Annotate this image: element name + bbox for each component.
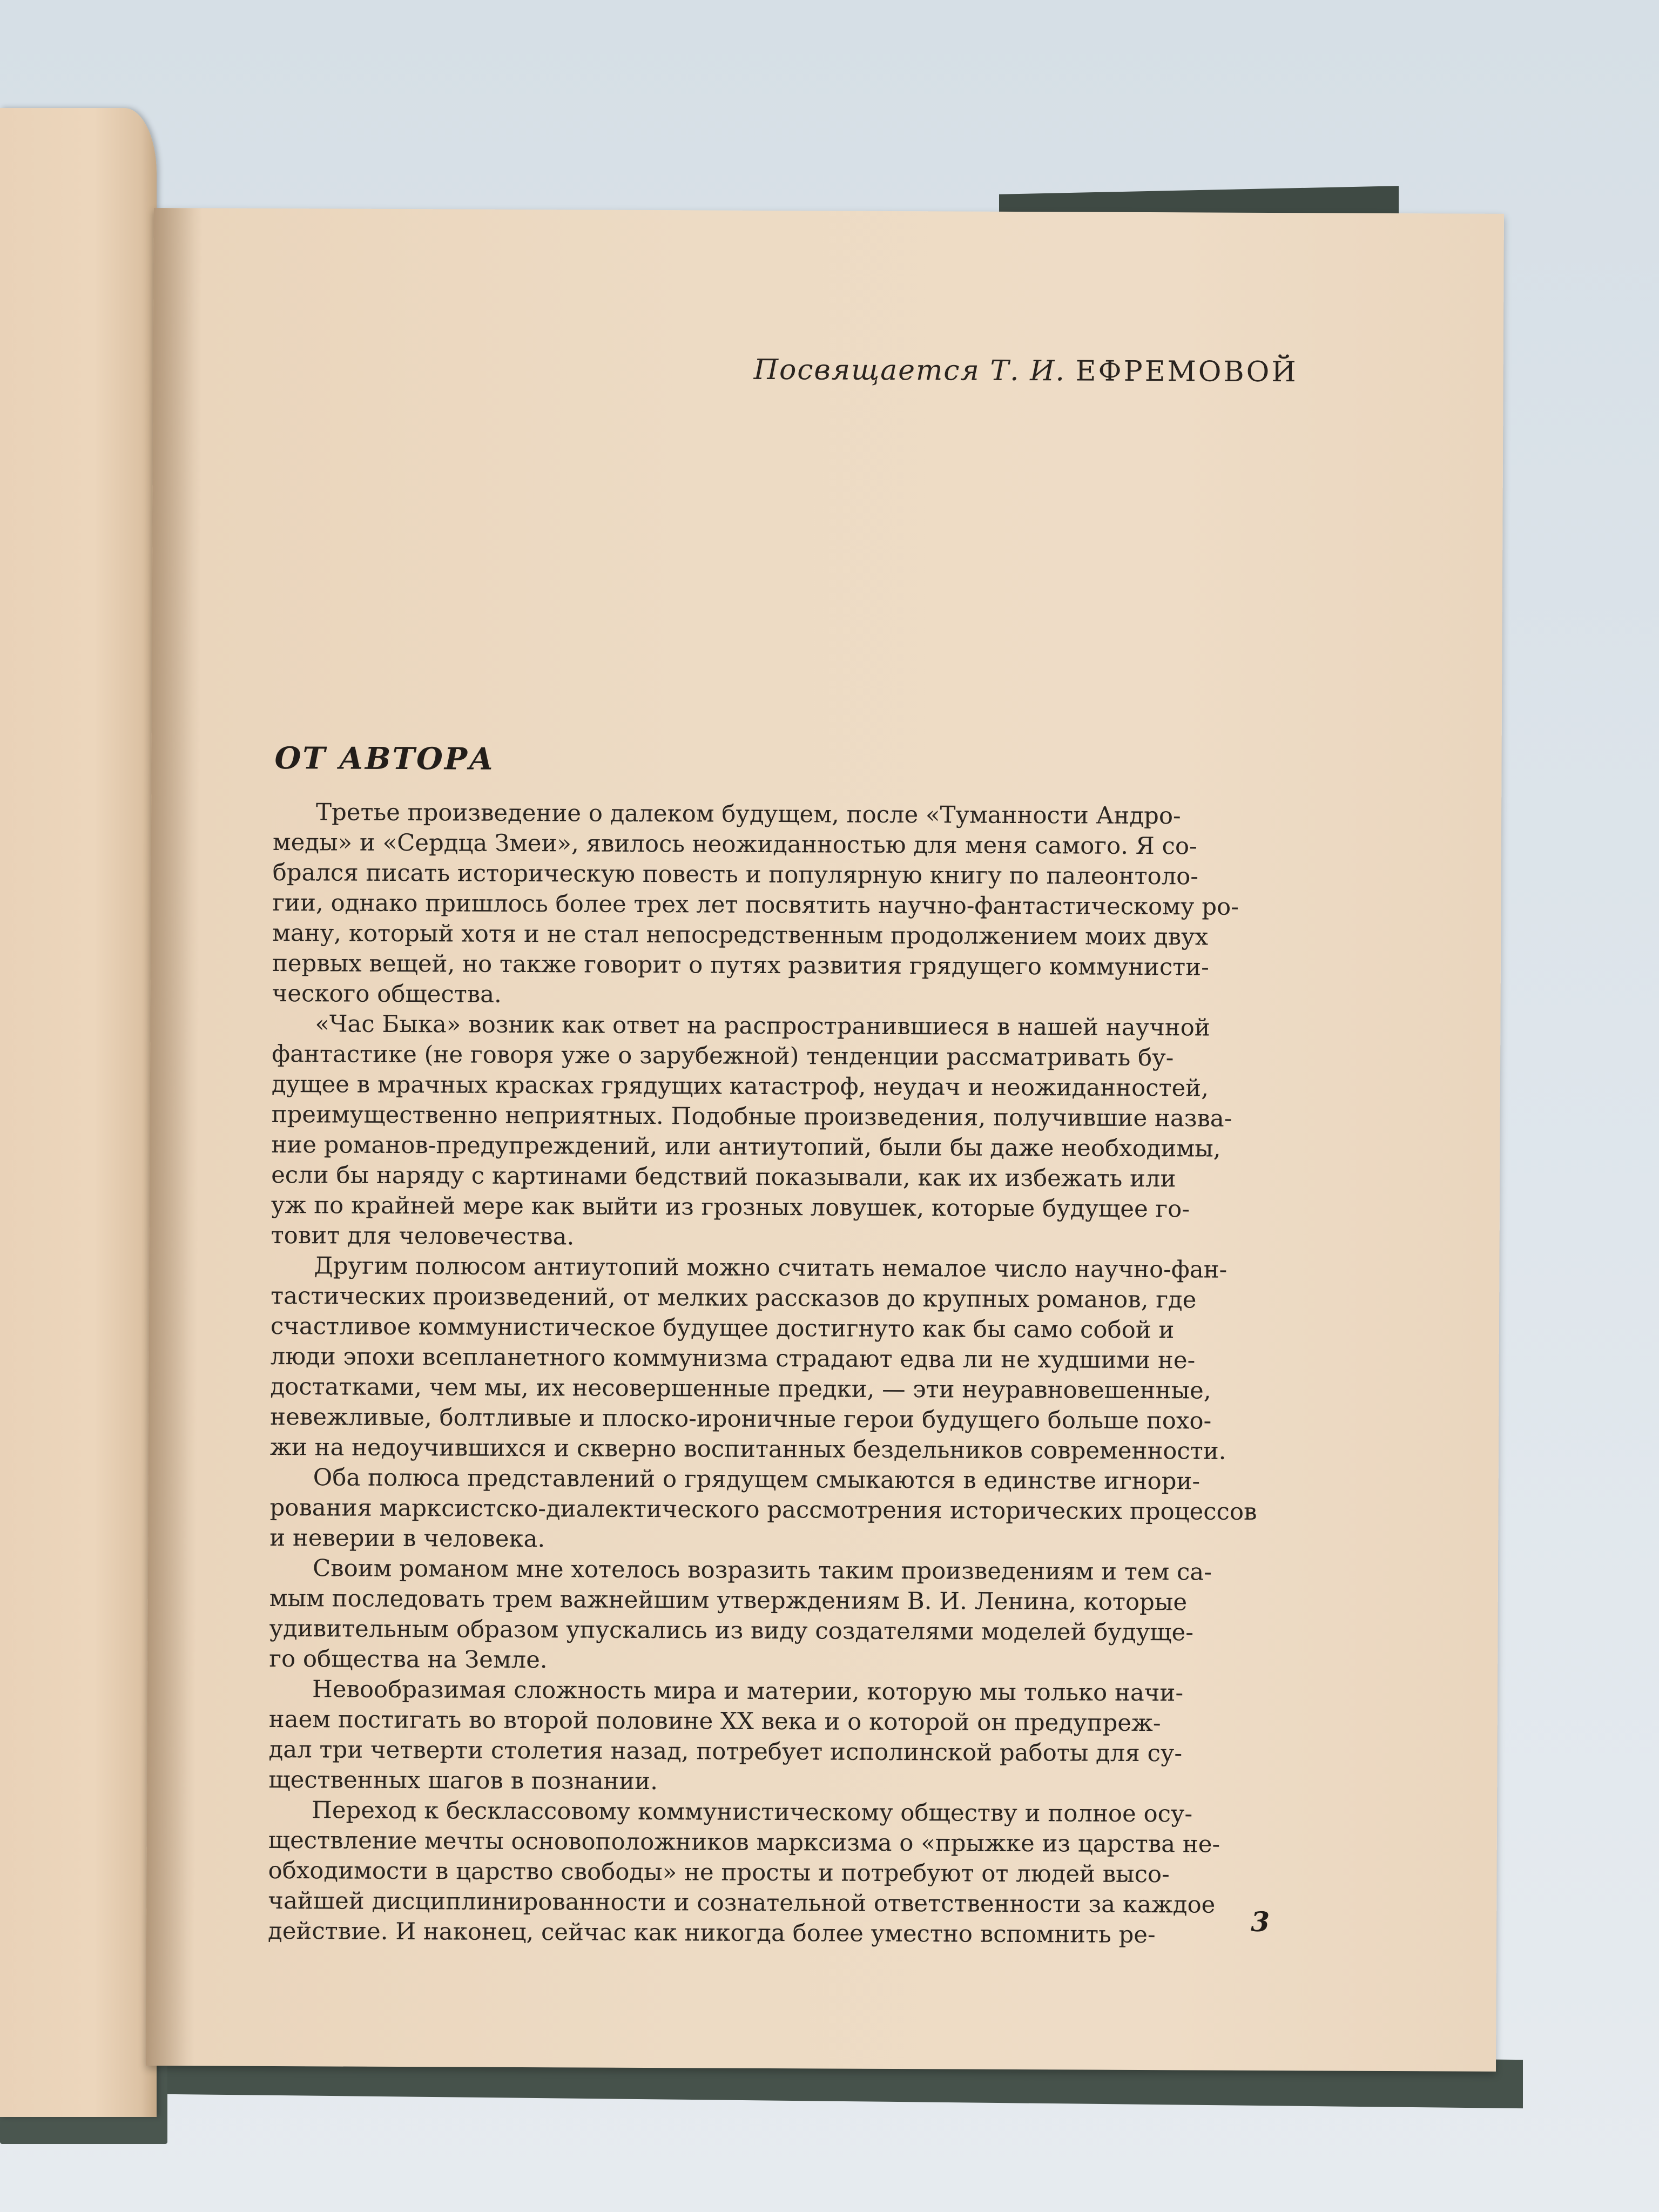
text-line: мым последовать трем важнейшим утверждениям В. И. Ленина, которые [269, 1584, 1188, 1616]
text-line: жи на недоучившихся и скверно воспитанных бездельников современности. [269, 1433, 1226, 1465]
text-line: преимущественно неприятных. Подобные произведения, получившие назва- [271, 1101, 1232, 1132]
text-line: дал три четверти столетия назад, потребует исполинской работы для су- [268, 1736, 1183, 1768]
text-line: удивительным образом упускались из виду создателями моделей будуще- [269, 1615, 1194, 1647]
text-line: Другим полюсом антиутопий можно считать немалое число научно-фан- [314, 1252, 1228, 1284]
dedication-prefix: Посвящается Т. И. [753, 353, 1066, 388]
text-line: ману, который хотя и не стал непосредственным продолжением моих двух [272, 919, 1209, 951]
dedication [754, 354, 1298, 388]
text-line: ние романов-предупреждений, или антиутопий, были бы даже необходимы, [271, 1131, 1221, 1163]
text-line: чайшей дисциплинированности и сознательной ответственности за каждое [268, 1887, 1216, 1919]
page-gutter-shadow [146, 208, 203, 2066]
text-line: брался писать историческую повесть и популярную книгу по палеонтоло- [272, 859, 1199, 891]
text-line: меды» и «Сердца Змеи», явилось неожиданностью для меня самого. Я со- [272, 828, 1197, 860]
body-text [268, 797, 1277, 1951]
text-line: невежливые, болтливые и плоско-ироничные герои будущего больше похо- [270, 1403, 1212, 1435]
text-line: щественных шагов в познании. [268, 1766, 658, 1796]
text-line: гии, однако пришлось более трех лет посвятить научно-фантастическому ро- [272, 889, 1239, 921]
dedication-surname: ЕФРЕМОВОЙ [1075, 355, 1298, 389]
text-line: Третье произведение о далеком будущем, после «Туманности Андро- [316, 799, 1181, 830]
left-page [0, 108, 157, 2117]
text-line: счастливое коммунистическое будущее достигнуто как бы само собой и [270, 1312, 1175, 1344]
text-line: достатками, чем мы, их несовершенные предки, — эти неуравновешенные, [270, 1373, 1211, 1405]
text-line: Оба полюса представлений о грядущем смыкаются в единстве игнори- [313, 1464, 1201, 1495]
text-line: первых вещей, но также говорит о путях развития грядущего коммунисти- [272, 949, 1209, 981]
text-line: действие. И наконец, сейчас как никогда более уместно вспомнить ре- [267, 1917, 1156, 1949]
text-line: дущее в мрачных красках грядущих катастроф, неудач и неожиданностей, [271, 1070, 1209, 1102]
text-line: рования марксистско-диалектического рассмотрения исторических процессов [269, 1494, 1257, 1526]
text-line: ществление мечты основоположников марксизма о «прыжке из царства не- [268, 1826, 1220, 1858]
right-page [146, 208, 1504, 2072]
text-line: обходимости в царство свободы» не просты и потребуют от людей высо- [268, 1857, 1170, 1889]
text-line: люди эпохи всепланетного коммунизма страдают едва ли не худшими не- [270, 1343, 1196, 1374]
text-line: если бы наряду с картинами бедствий показывали, как их избежать или [271, 1161, 1176, 1193]
text-line: ческого общества. [272, 980, 502, 1008]
text-line: Своим романом мне хотелось возразить таким произведениям и тем са- [312, 1555, 1212, 1586]
text-line: наем постигать во второй половине XX века и о которой он предупреж- [268, 1705, 1161, 1737]
section-heading: ОТ АВТОРА [274, 740, 495, 777]
text-line: «Час Быка» возник как ответ на распространившиеся в нашей научной [315, 1010, 1210, 1042]
text-line: Невообразимая сложность мира и материи, которую мы только начи- [312, 1676, 1184, 1707]
page-number: 3 [1251, 1905, 1270, 1938]
text-line: товит для человечества. [271, 1222, 575, 1251]
text-line: тастических произведений, от мелких рассказов до крупных романов, где [271, 1282, 1197, 1314]
text-line: и неверии в человека. [269, 1524, 545, 1553]
text-line: Переход к бесклассовому коммунистическому обществу и полное осу- [311, 1797, 1193, 1828]
text-line: го общества на Земле. [269, 1645, 548, 1674]
text-line: уж по крайней мере как выйти из грозных ловушек, которые будущее го- [271, 1191, 1190, 1223]
text-line: фантастике (не говоря уже о зарубежной) тенденции рассматривать бу- [272, 1040, 1174, 1072]
